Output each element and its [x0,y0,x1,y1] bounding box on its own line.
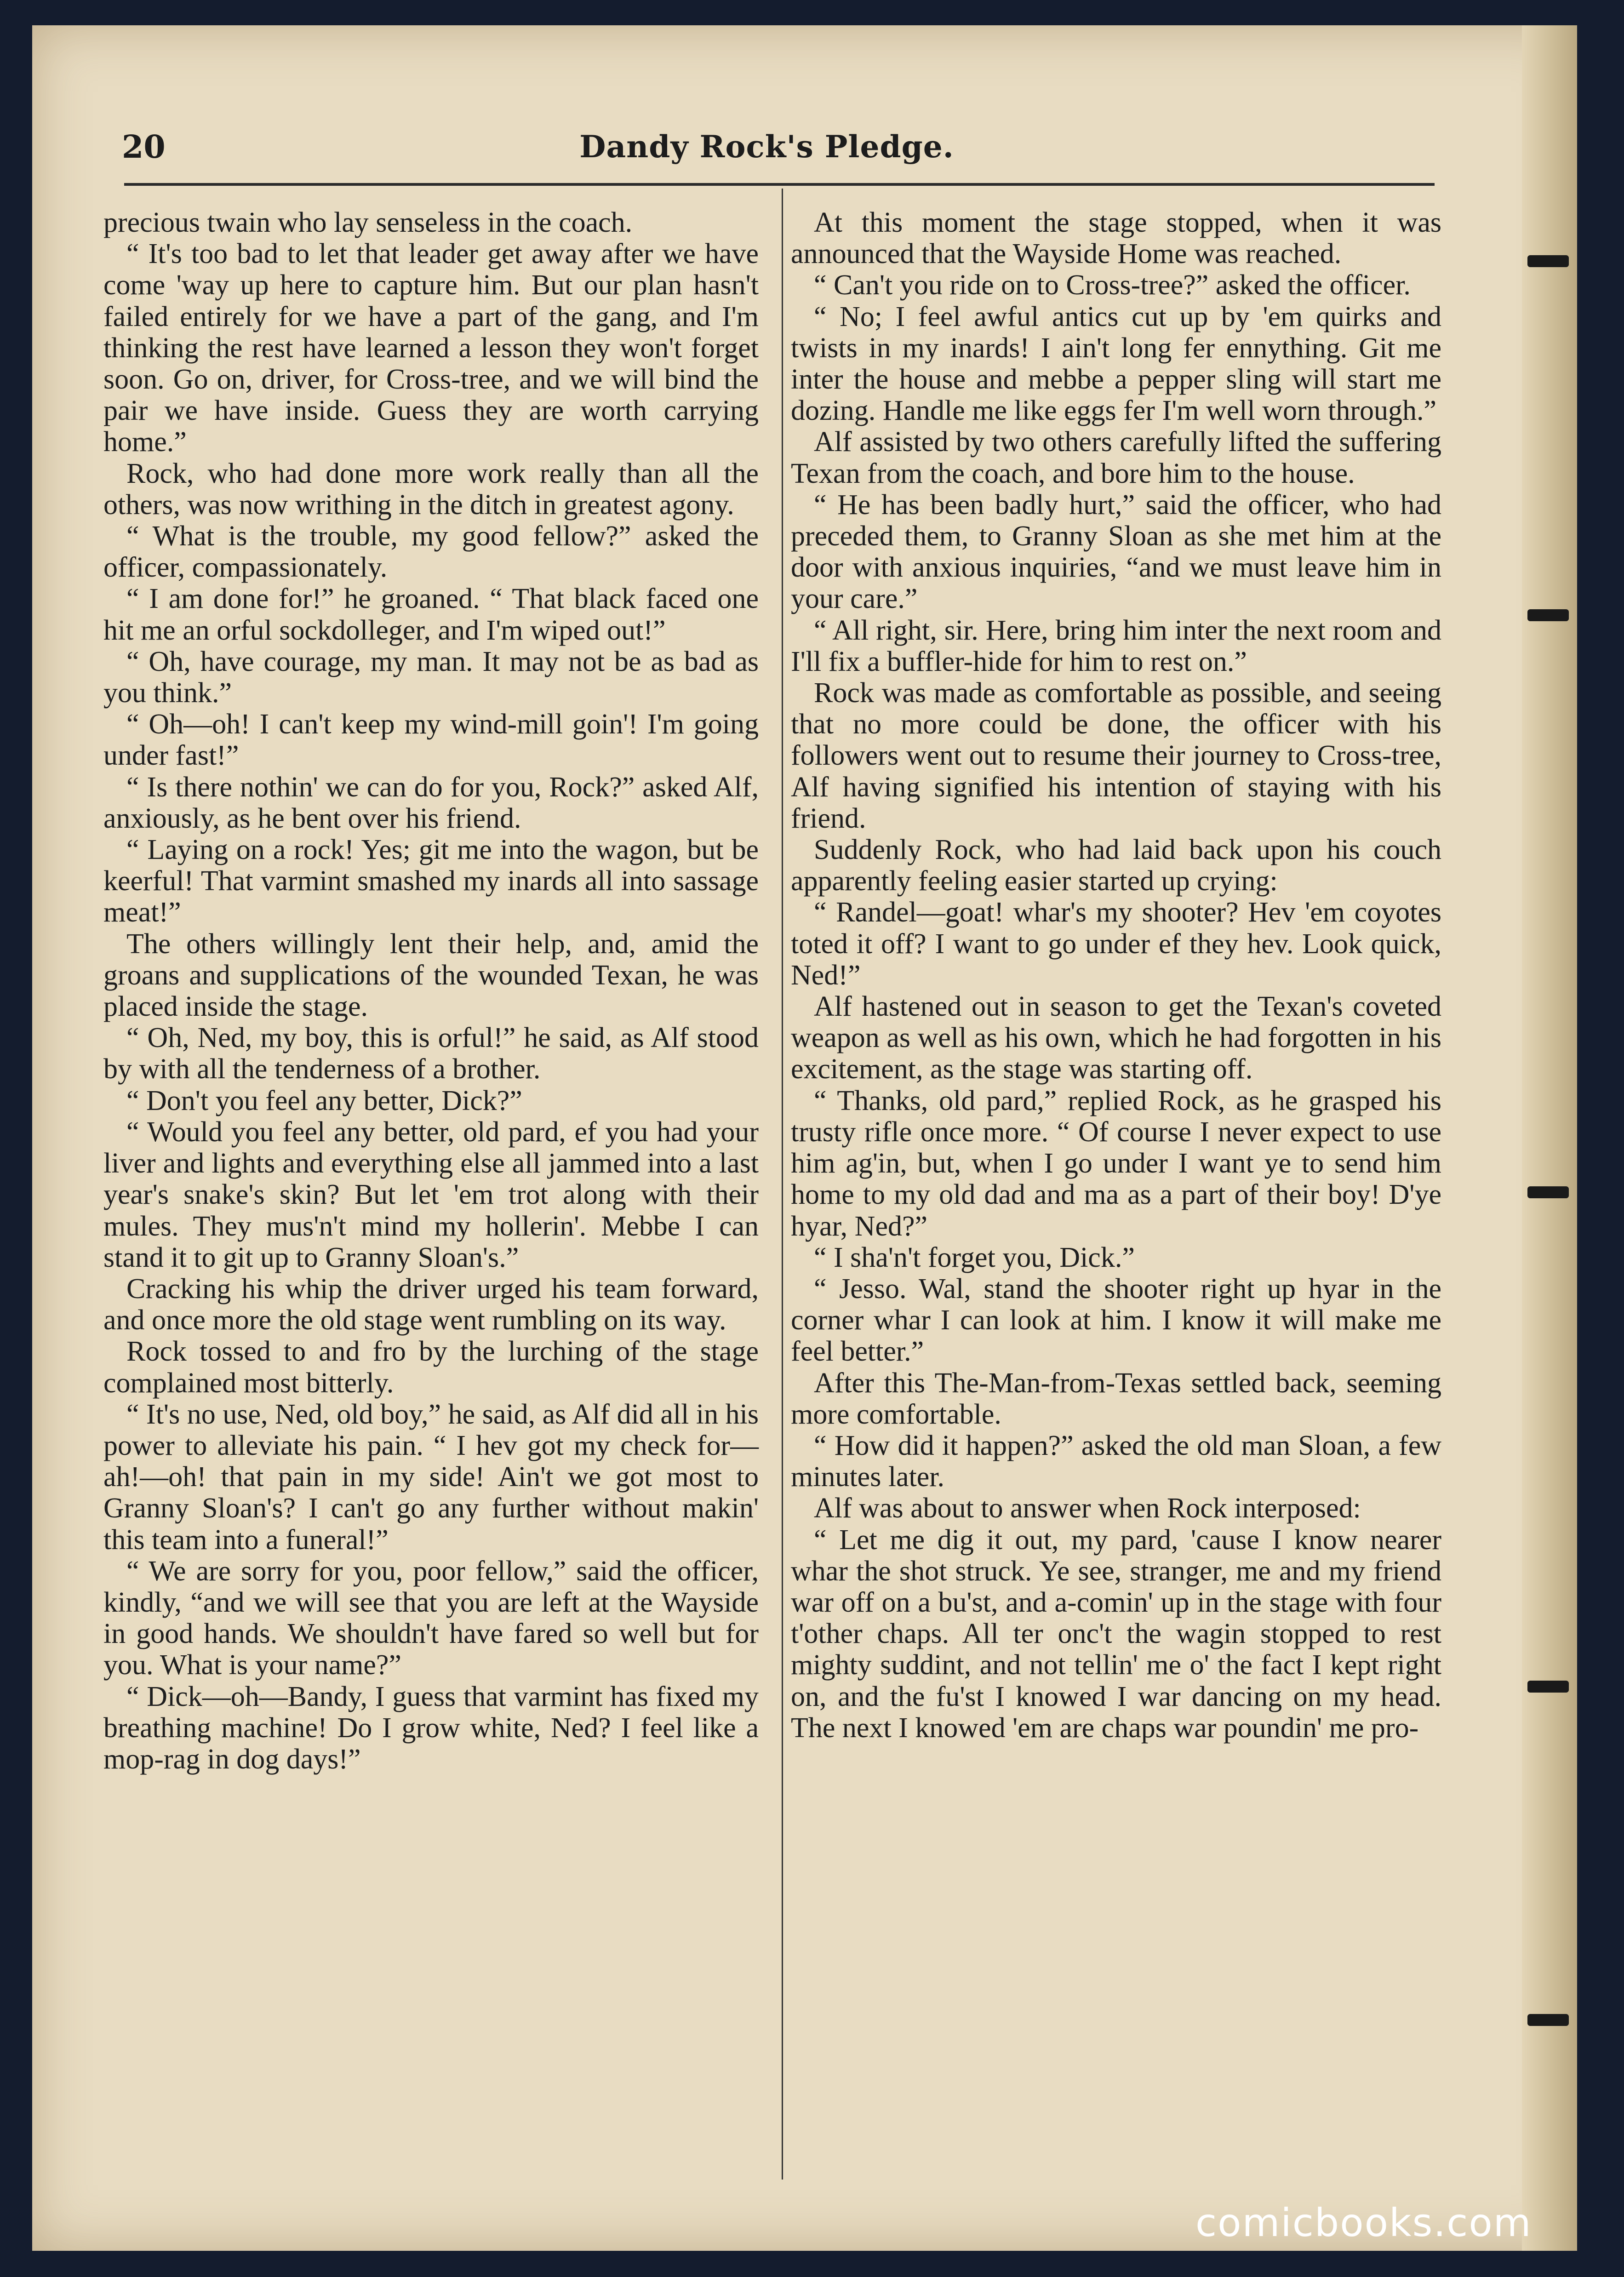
paragraph: “ We are sorry for you, poor fellow,” said the officer, kindly, “and we will see that you are left at the Wayside in good hands. We shouldn't have fared so well but for you. What is your name?” [103,1555,759,1681]
paragraph: “ Randel—goat! whar's my shooter? Hev 'em coyotes toted it off? I want to go under ef they hev. Look quick, Ned!” [791,897,1441,991]
staple-icon [1527,1186,1569,1198]
paragraph: “ I am done for!” he groaned. “ That black faced one hit me an orful sockdolleger, and I'm wiped out!” [103,583,759,646]
right-column [791,207,1441,1744]
staple-icon [1527,2014,1569,2026]
staple-icon [1527,255,1569,267]
paragraph: “ Don't you feel any better, Dick?” [126,1085,522,1116]
paragraph: “ Can't you ride on to Cross-tree?” asked the officer. [814,269,1411,301]
paragraph: “ It's no use, Ned, old boy,” he said, as Alf did all in his power to alleviate his pain. “ I hev got my check for—ah!—oh! that pain in my side! Ain't we got most to Granny Sloan's? I can't go any further without makin' this team into a funeral!” [103,1398,759,1556]
page-header [94,129,1439,184]
paragraph: Rock tossed to and fro by the lurching of the stage complained most bitterly. [103,1336,759,1399]
left-column [103,207,759,1775]
paragraph: “ All right, sir. Here, bring him inter the next room and I'll fix a buffler-hide for him to rest on.” [791,614,1441,677]
paragraph: Alf was about to answer when Rock interposed: [814,1493,1361,1524]
paragraph: “ He has been badly hurt,” said the officer, who had preceded them, to Granny Sloan as she met him at the door with anxious inquiries, “and we must leave him in your care.” [791,489,1441,615]
paragraph: “ Dick—oh—Bandy, I guess that varmint has fixed my breathing machine! Do I grow white, Ned? I feel like a mop-rag in dog days!” [103,1681,759,1775]
paragraph: “ It's too bad to let that leader get away after we have come 'way up here to capture him. But our plan hasn't failed entirely for we have a part of the gang, and I'm thinking the rest have learned a lesson they won't forget soon. Go on, driver, for Cross-tree, and we will bind the pair we have inside. Guess they are worth carrying home.” [103,238,759,458]
running-title: Dandy Rock's Pledge. [579,129,954,165]
paragraph: Cracking his whip the driver urged his team forward, and once more the old stage went rumbling on its way. [103,1273,759,1336]
paragraph: Suddenly Rock, who had laid back upon his couch apparently feeling easier started up crying: [791,834,1441,897]
binding-spine [1522,25,1577,2251]
page-number: 20 [122,129,166,166]
paragraph: “ No; I feel awful antics cut up by 'em quirks and twists in my inards! I ain't long fer ennything. Git me inter the house and mebbe a pepper sling will start me dozing. Handle me like eggs fer I'm well worn through.” [791,301,1441,427]
staple-icon [1527,609,1569,621]
paragraph: After this The-Man-from-Texas settled back, seeming more comfortable. [791,1367,1441,1430]
paragraph: “ What is the trouble, my good fellow?” asked the officer, compassionately. [103,521,759,584]
paragraph: “ Oh, have courage, my man. It may not be as bad as you think.” [103,646,759,709]
paragraph: The others willingly lent their help, and, amid the groans and supplications of the wounded Texan, he was placed inside the stage. [103,928,759,1023]
paragraph: Alf assisted by two others carefully lifted the suffering Texan from the coach, and bore him to the house. [791,426,1441,489]
paragraph: “ How did it happen?” asked the old man Sloan, a few minutes later. [791,1430,1441,1493]
paragraph: Rock, who had done more work really than all the others, was now writhing in the ditch in greatest agony. [103,458,759,521]
column-divider [782,189,783,2180]
paragraph: “ Is there nothin' we can do for you, Rock?” asked Alf, anxiously, as he bent over his friend. [103,771,759,834]
paragraph: “ Jesso. Wal, stand the shooter right up hyar in the corner whar I can look at him. I know it will make me feel better.” [791,1273,1441,1367]
paragraph: “ Oh—oh! I can't keep my wind-mill goin'! I'm going under fast!” [103,709,759,772]
paragraph: “ Oh, Ned, my boy, this is orful!” he said, as Alf stood by with all the tenderness of a brother. [103,1022,759,1085]
paragraph: precious twain who lay senseless in the coach. [103,207,633,238]
paragraph: “ Laying on a rock! Yes; git me into the wagon, but be keerful! That varmint smashed my inards all into sassage meat!” [103,834,759,928]
paragraph: Alf hastened out in season to get the Texan's coveted weapon as well as his own, which he had forgotten in his excitement, as the stage was starting off. [791,991,1441,1085]
header-rule [124,183,1435,186]
paragraph: “ Would you feel any better, old pard, ef you had your liver and lights and everything else all jammed into a last year's snake's skin? But let 'em trot along with their mules. They mus'n't mind my hollerin'. Mebbe I can stand it to git up to Granny Sloan's.” [103,1116,759,1273]
paragraph: “ I sha'n't forget you, Dick.” [814,1241,1135,1273]
staple-icon [1527,1681,1569,1693]
paragraph: Rock was made as comfortable as possible, and seeing that no more could be done, the officer with his followers went out to resume their journey to Cross-tree, Alf having signified his intention of staying with his friend. [791,677,1441,834]
paragraph: “ Thanks, old pard,” replied Rock, as he grasped his trusty rifle once more. “ Of course I never expect to use him ag'in, but, when I go under I want ye to send him home to my old dad and ma as a part of their boy! D'ye hyar, Ned?” [791,1085,1441,1242]
paragraph: At this moment the stage stopped, when it was announced that the Wayside Home was reached. [791,207,1441,270]
watermark: comicbooks.com [1195,2200,1532,2245]
paragraph: “ Let me dig it out, my pard, 'cause I know nearer whar the shot struck. Ye see, stranger, me and my friend war off on a bu'st, and a-comin' up in the stage with four t'other chaps. All ter onc't the wagin stopped to rest mighty suddint, and not tellin' me o' the fact I kept right on, and the fu'st I knowed I war dancing on my head. The next I knowed 'em are chaps war poundin' me pro- [791,1524,1441,1744]
